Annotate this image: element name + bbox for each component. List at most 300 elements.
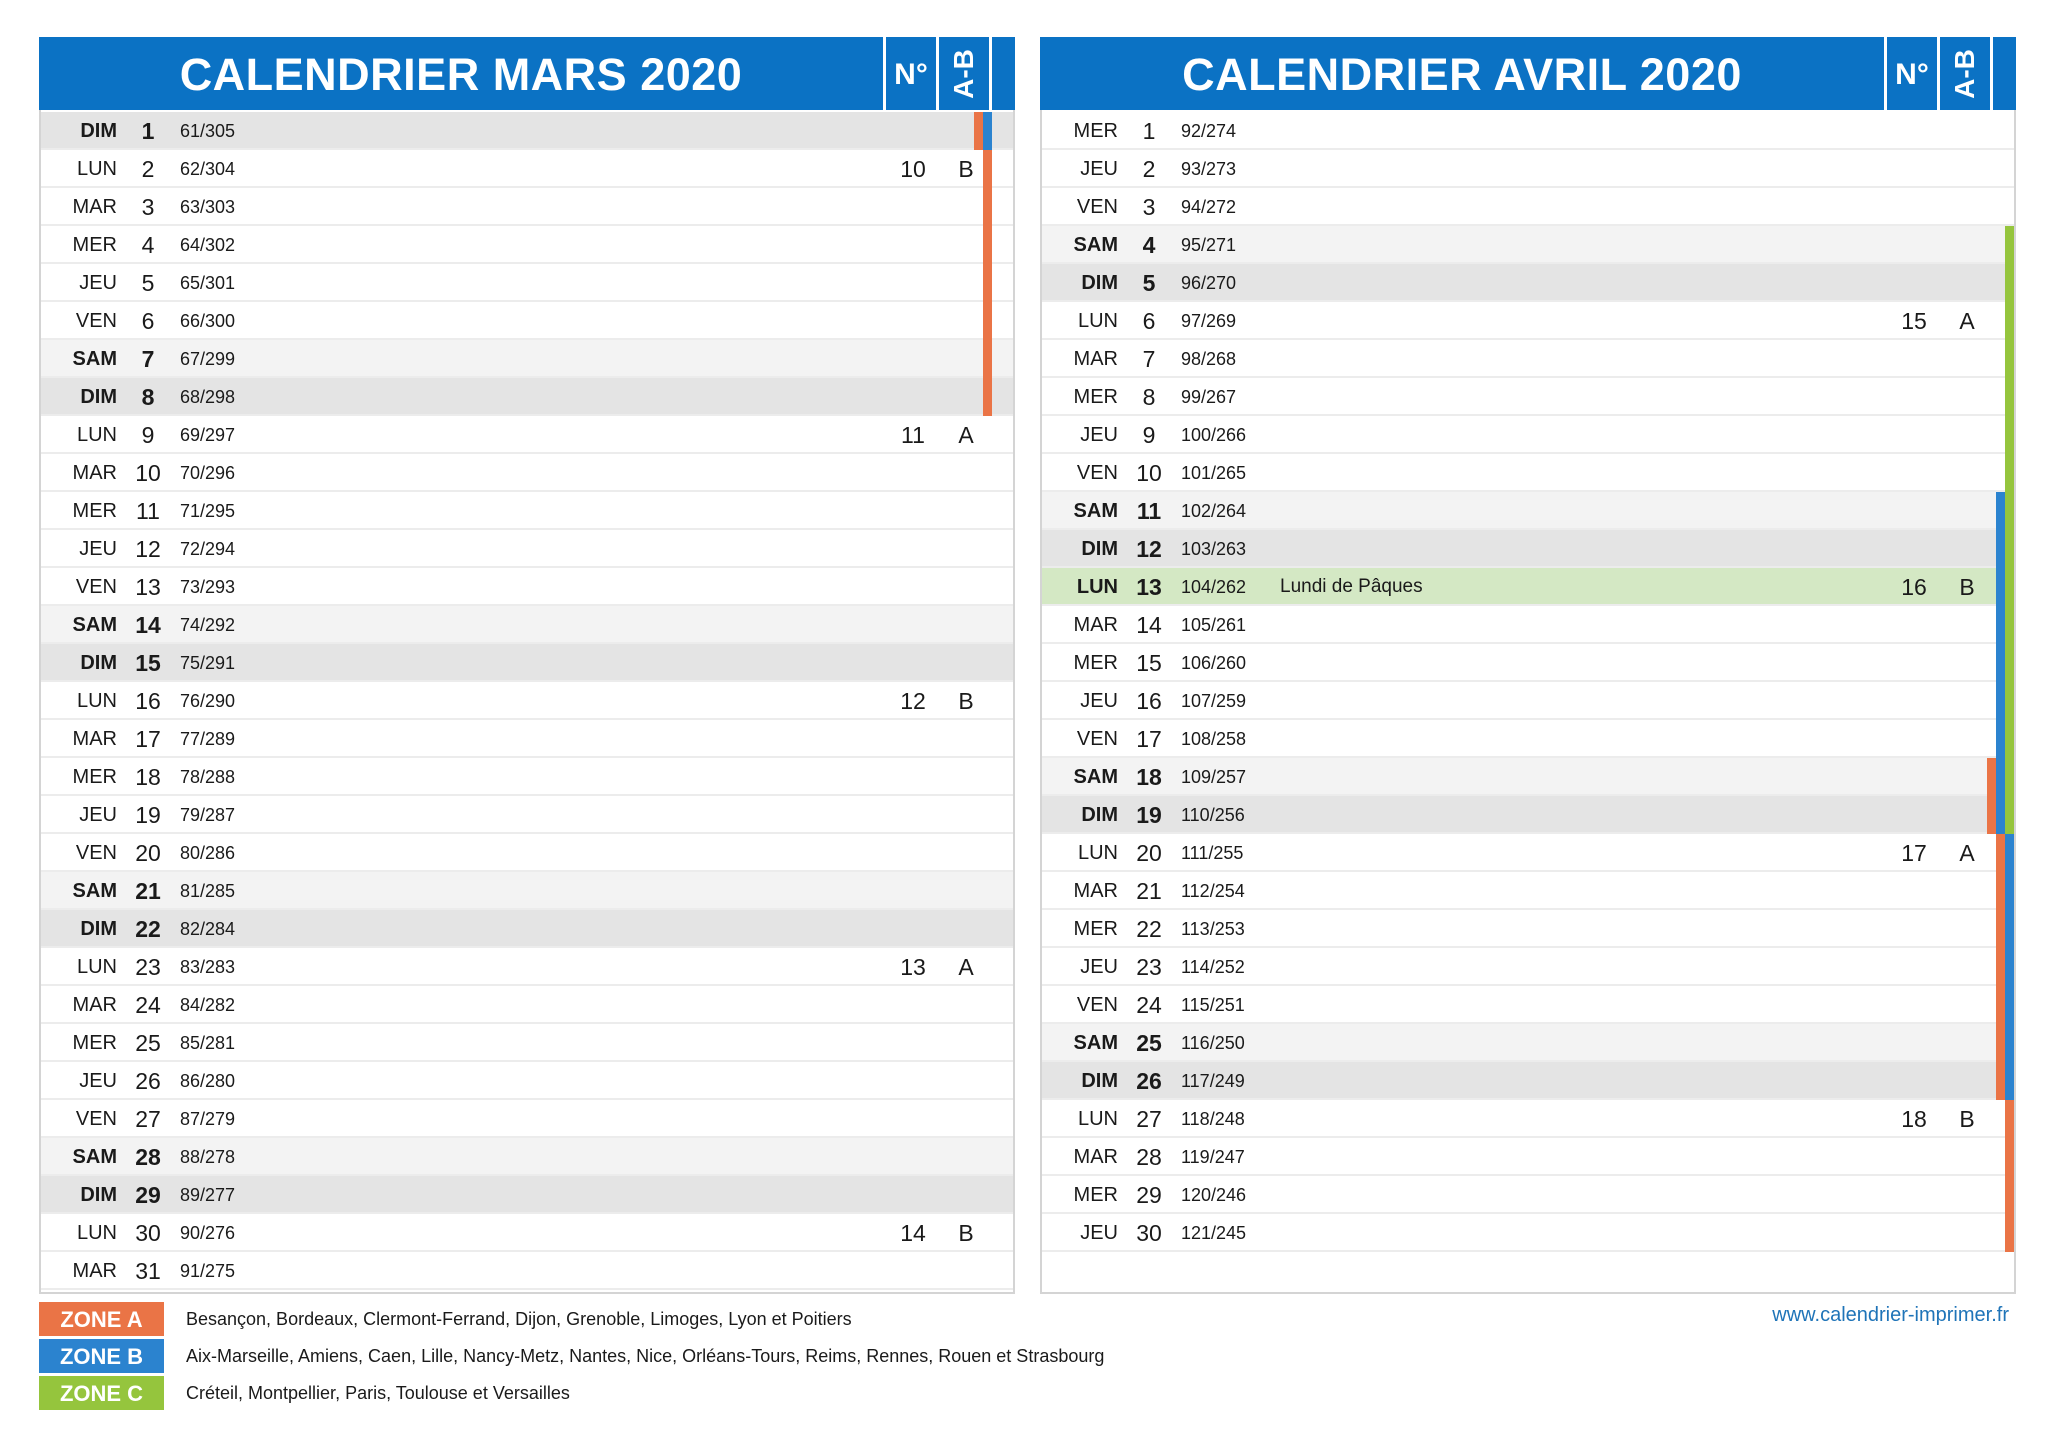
weekday-label: MAR bbox=[72, 196, 117, 218]
day-number: 25 bbox=[135, 1030, 161, 1056]
ab-week-header: A-B bbox=[948, 48, 979, 99]
day-row bbox=[1042, 606, 2014, 644]
day-row bbox=[1042, 302, 2014, 340]
day-number: 21 bbox=[135, 878, 161, 904]
day-number: 22 bbox=[1136, 916, 1162, 942]
zone-a-holiday-bar bbox=[1996, 1062, 2005, 1100]
zone-c-holiday-bar bbox=[2005, 682, 2014, 720]
zone-b-holiday-bar bbox=[2005, 1024, 2014, 1062]
day-of-year: 69/297 bbox=[180, 425, 236, 445]
day-of-year: 111/255 bbox=[1181, 843, 1244, 863]
zone-c-holiday-bar bbox=[2005, 340, 2014, 378]
weekday-label: VEN bbox=[1076, 728, 1118, 750]
day-number: 8 bbox=[141, 384, 155, 410]
day-of-year: 82/284 bbox=[180, 919, 236, 939]
zone-b-badge: ZONE B bbox=[39, 1339, 164, 1373]
weekday-label: JEU bbox=[1080, 956, 1118, 978]
event-label: Lundi de Pâques bbox=[1280, 576, 1423, 597]
weekday-label: VEN bbox=[75, 1108, 117, 1130]
zone-c-cities: Créteil, Montpellier, Paris, Toulouse et Versailles bbox=[186, 1383, 570, 1403]
weekday-label: SAM bbox=[72, 348, 117, 370]
day-of-year: 100/266 bbox=[1181, 425, 1247, 445]
day-row bbox=[41, 682, 1013, 720]
weekday-label: MAR bbox=[1073, 348, 1118, 370]
day-row bbox=[41, 834, 1013, 872]
weekday-label: DIM bbox=[80, 918, 117, 940]
day-number: 10 bbox=[1136, 460, 1162, 486]
day-row bbox=[1042, 948, 2014, 986]
day-number: 5 bbox=[1142, 270, 1156, 296]
weekday-label: DIM bbox=[80, 1184, 117, 1206]
day-number: 9 bbox=[1142, 422, 1156, 448]
weekday-label: SAM bbox=[72, 1146, 117, 1168]
day-of-year: 120/246 bbox=[1181, 1185, 1247, 1205]
day-of-year: 118/248 bbox=[1181, 1109, 1245, 1129]
day-row bbox=[41, 226, 1013, 264]
day-number: 29 bbox=[1136, 1182, 1162, 1208]
day-of-year: 102/264 bbox=[1181, 501, 1247, 521]
day-row bbox=[1042, 1214, 2014, 1252]
day-of-year: 61/305 bbox=[180, 121, 236, 141]
weekday-label: MER bbox=[72, 234, 117, 256]
weekday-label: SAM bbox=[72, 614, 117, 636]
zone-a-holiday-bar bbox=[1996, 872, 2005, 910]
day-of-year: 115/251 bbox=[1181, 995, 1245, 1015]
ab-week-value: B bbox=[958, 1220, 974, 1246]
day-row bbox=[1042, 644, 2014, 682]
day-of-year: 90/276 bbox=[180, 1223, 236, 1243]
day-number: 29 bbox=[135, 1182, 161, 1208]
day-row bbox=[1042, 378, 2014, 416]
day-number: 2 bbox=[141, 156, 155, 182]
day-row bbox=[41, 1214, 1013, 1252]
zone-a-holiday-bar bbox=[983, 302, 992, 340]
day-number: 24 bbox=[135, 992, 161, 1018]
day-number: 1 bbox=[141, 118, 155, 144]
day-of-year: 87/279 bbox=[180, 1109, 236, 1129]
week-number: 11 bbox=[901, 422, 925, 448]
zone-b-cities: Aix-Marseille, Amiens, Caen, Lille, Nancy-Metz, Nantes, Nice, Orléans-Tours, Reims, Rennes, Rouen et Strasbourg bbox=[186, 1346, 1105, 1366]
weekday-label: VEN bbox=[75, 842, 117, 864]
weekday-label: JEU bbox=[79, 804, 117, 826]
day-number: 10 bbox=[135, 460, 161, 486]
weekday-label: JEU bbox=[1080, 158, 1118, 180]
weekday-label: VEN bbox=[75, 576, 117, 598]
day-of-year: 75/291 bbox=[180, 653, 236, 673]
day-of-year: 81/285 bbox=[180, 881, 236, 901]
calendar-header-april bbox=[1040, 37, 2016, 110]
zone-b-holiday-bar bbox=[1996, 568, 2005, 606]
zone-b-holiday-bar bbox=[2005, 986, 2014, 1024]
day-number: 6 bbox=[141, 308, 155, 334]
day-number: 7 bbox=[141, 346, 155, 372]
day-number: 23 bbox=[1136, 954, 1162, 980]
zone-a-holiday-bar bbox=[983, 150, 992, 188]
day-row bbox=[1042, 986, 2014, 1024]
header-divider bbox=[989, 37, 992, 110]
weekday-label: MAR bbox=[1073, 614, 1118, 636]
day-of-year: 92/274 bbox=[1181, 121, 1237, 141]
week-number: 10 bbox=[900, 156, 926, 182]
zone-a-holiday-bar bbox=[983, 264, 992, 302]
weekday-label: JEU bbox=[79, 538, 117, 560]
day-row bbox=[41, 1024, 1013, 1062]
day-number: 11 bbox=[136, 498, 160, 524]
weekday-label: JEU bbox=[79, 1070, 117, 1092]
zone-a-holiday-bar bbox=[983, 188, 992, 226]
weekday-label: MER bbox=[72, 1032, 117, 1054]
ab-week-value: B bbox=[958, 688, 974, 714]
day-row bbox=[41, 1176, 1013, 1214]
zone-c-holiday-bar bbox=[2005, 606, 2014, 644]
weekday-label: LUN bbox=[76, 1222, 117, 1244]
zone-c-holiday-bar bbox=[2005, 226, 2014, 264]
weekday-label: DIM bbox=[80, 652, 117, 674]
zone-b-holiday-bar bbox=[1996, 606, 2005, 644]
day-row bbox=[41, 948, 1013, 986]
zone-a-holiday-bar bbox=[2005, 1138, 2014, 1176]
weekday-label: MER bbox=[1073, 386, 1118, 408]
day-of-year: 105/261 bbox=[1181, 615, 1247, 635]
day-row bbox=[1042, 1062, 2014, 1100]
zone-b-holiday-bar bbox=[1996, 492, 2005, 530]
day-number: 16 bbox=[135, 688, 161, 714]
day-of-year: 93/273 bbox=[1181, 159, 1237, 179]
zone-a-holiday-bar bbox=[983, 340, 992, 378]
day-row bbox=[41, 1062, 1013, 1100]
day-number: 3 bbox=[141, 194, 155, 220]
weekday-label: JEU bbox=[79, 272, 117, 294]
zone-c-holiday-bar bbox=[2005, 416, 2014, 454]
day-number: 7 bbox=[1142, 346, 1156, 372]
day-number: 16 bbox=[1136, 688, 1162, 714]
weekday-label: MER bbox=[72, 500, 117, 522]
day-of-year: 89/277 bbox=[180, 1185, 236, 1205]
day-of-year: 101/265 bbox=[1181, 463, 1247, 483]
day-row bbox=[1042, 454, 2014, 492]
day-row bbox=[1042, 720, 2014, 758]
day-row bbox=[1042, 1176, 2014, 1214]
zone-a-holiday-bar bbox=[983, 226, 992, 264]
day-row bbox=[41, 492, 1013, 530]
day-of-year: 84/282 bbox=[180, 995, 236, 1015]
weekday-label: VEN bbox=[1076, 994, 1118, 1016]
zone-a-holiday-bar bbox=[1987, 758, 1996, 796]
weekday-label: LUN bbox=[1077, 1108, 1118, 1130]
weekday-label: LUN bbox=[76, 158, 117, 180]
website-link[interactable]: www.calendrier-imprimer.fr bbox=[1772, 1304, 2009, 1326]
zone-c-holiday-bar bbox=[2005, 568, 2014, 606]
zone-a-holiday-bar bbox=[1996, 986, 2005, 1024]
day-of-year: 85/281 bbox=[180, 1033, 236, 1053]
day-of-year: 86/280 bbox=[180, 1071, 236, 1091]
day-number: 25 bbox=[1136, 1030, 1162, 1056]
day-number: 28 bbox=[135, 1144, 161, 1170]
weekday-label: DIM bbox=[1081, 804, 1118, 826]
weekday-label: MAR bbox=[72, 728, 117, 750]
weekday-label: SAM bbox=[1073, 1032, 1118, 1054]
day-number: 21 bbox=[1136, 878, 1162, 904]
day-number: 15 bbox=[1136, 650, 1162, 676]
day-row bbox=[1042, 834, 2014, 872]
zone-c-holiday-bar bbox=[2005, 644, 2014, 682]
day-of-year: 96/270 bbox=[1181, 273, 1237, 293]
ab-week-value: B bbox=[1959, 574, 1975, 600]
weekday-label: DIM bbox=[1081, 1070, 1118, 1092]
day-of-year: 113/253 bbox=[1181, 919, 1245, 939]
weekday-label: LUN bbox=[1076, 576, 1118, 598]
day-number: 28 bbox=[1136, 1144, 1162, 1170]
zone-c-holiday-bar bbox=[2005, 454, 2014, 492]
day-row bbox=[41, 188, 1013, 226]
weekday-label: JEU bbox=[1080, 690, 1118, 712]
day-row bbox=[41, 112, 1013, 150]
day-row bbox=[41, 606, 1013, 644]
day-row bbox=[1042, 682, 2014, 720]
zone-b-holiday-bar bbox=[1996, 530, 2005, 568]
zone-c-holiday-bar bbox=[2005, 530, 2014, 568]
day-number: 17 bbox=[135, 726, 161, 752]
day-row bbox=[1042, 568, 2014, 606]
week-number: 17 bbox=[1901, 840, 1927, 866]
weekday-label: SAM bbox=[1073, 500, 1118, 522]
day-of-year: 121/245 bbox=[1181, 1223, 1247, 1243]
week-number: 12 bbox=[900, 688, 926, 714]
week-number: 16 bbox=[1901, 574, 1927, 600]
weekday-label: SAM bbox=[1073, 234, 1118, 256]
day-number: 31 bbox=[135, 1258, 161, 1284]
day-of-year: 62/304 bbox=[180, 159, 236, 179]
day-number: 6 bbox=[1142, 308, 1156, 334]
day-number: 30 bbox=[135, 1220, 161, 1246]
zone-a-cities: Besançon, Bordeaux, Clermont-Ferrand, Dijon, Grenoble, Limoges, Lyon et Poitiers bbox=[186, 1309, 852, 1329]
day-of-year: 108/258 bbox=[1181, 729, 1247, 749]
day-row bbox=[1042, 1024, 2014, 1062]
day-of-year: 103/263 bbox=[1181, 539, 1247, 559]
day-row bbox=[41, 1100, 1013, 1138]
day-number: 4 bbox=[141, 232, 155, 258]
ab-week-value: B bbox=[1959, 1106, 1975, 1132]
day-number: 19 bbox=[135, 802, 161, 828]
day-number: 9 bbox=[141, 422, 155, 448]
calendar-title-march: CALENDRIER MARS 2020 bbox=[179, 49, 743, 100]
day-row bbox=[41, 1138, 1013, 1176]
zone-c-holiday-bar bbox=[2005, 720, 2014, 758]
day-row bbox=[41, 568, 1013, 606]
day-number: 3 bbox=[1142, 194, 1156, 220]
day-number: 17 bbox=[1136, 726, 1162, 752]
day-of-year: 119/247 bbox=[1181, 1147, 1245, 1167]
zone-b-holiday-bar bbox=[2005, 872, 2014, 910]
day-of-year: 71/295 bbox=[180, 501, 236, 521]
weekday-label: VEN bbox=[1076, 196, 1118, 218]
day-of-year: 109/257 bbox=[1181, 767, 1247, 787]
day-number: 22 bbox=[135, 916, 161, 942]
day-row bbox=[41, 302, 1013, 340]
weekday-label: JEU bbox=[1080, 424, 1118, 446]
day-number: 18 bbox=[1136, 764, 1162, 790]
day-of-year: 104/262 bbox=[1181, 577, 1247, 597]
calendar-header-march bbox=[39, 37, 1015, 110]
weekday-label: SAM bbox=[1073, 766, 1118, 788]
day-number: 12 bbox=[1136, 536, 1162, 562]
day-number: 20 bbox=[135, 840, 161, 866]
day-of-year: 106/260 bbox=[1181, 653, 1247, 673]
day-row bbox=[41, 454, 1013, 492]
zone-b-holiday-bar bbox=[2005, 834, 2014, 872]
zone-c-holiday-bar bbox=[2005, 302, 2014, 340]
day-row bbox=[1042, 1138, 2014, 1176]
day-row bbox=[41, 340, 1013, 378]
weekday-label: MAR bbox=[72, 994, 117, 1016]
day-number: 15 bbox=[135, 650, 161, 676]
day-row bbox=[41, 910, 1013, 948]
day-row bbox=[41, 1252, 1013, 1290]
day-of-year: 64/302 bbox=[180, 235, 236, 255]
day-row bbox=[1042, 1100, 2014, 1138]
week-number: 18 bbox=[1901, 1106, 1927, 1132]
day-of-year: 77/289 bbox=[180, 729, 236, 749]
day-row bbox=[41, 416, 1013, 454]
day-row bbox=[1042, 340, 2014, 378]
zone-a-holiday-bar bbox=[1996, 910, 2005, 948]
day-of-year: 83/283 bbox=[180, 957, 236, 977]
weekday-label: DIM bbox=[1081, 538, 1118, 560]
day-of-year: 94/272 bbox=[1181, 197, 1237, 217]
weekday-label: LUN bbox=[76, 690, 117, 712]
day-of-year: 68/298 bbox=[180, 387, 236, 407]
weekday-label: MER bbox=[72, 766, 117, 788]
day-row bbox=[1042, 910, 2014, 948]
day-number: 11 bbox=[1136, 498, 1162, 524]
day-row bbox=[41, 720, 1013, 758]
day-of-year: 97/269 bbox=[1181, 311, 1237, 331]
day-row bbox=[1042, 758, 2014, 796]
zone-b-holiday-bar bbox=[2005, 948, 2014, 986]
day-row bbox=[41, 872, 1013, 910]
day-number: 26 bbox=[1136, 1068, 1162, 1094]
day-number: 24 bbox=[1136, 992, 1162, 1018]
calendar-april bbox=[1040, 37, 2016, 1294]
day-row bbox=[1042, 112, 2014, 150]
weekday-label: VEN bbox=[1076, 462, 1118, 484]
zone-b-holiday-bar bbox=[1996, 644, 2005, 682]
day-row bbox=[41, 378, 1013, 416]
weekday-label: MER bbox=[1073, 1184, 1118, 1206]
day-row bbox=[41, 150, 1013, 188]
weekday-label: MER bbox=[1073, 120, 1118, 142]
zone-a-holiday-bar bbox=[1987, 796, 1996, 834]
week-number-header: N° bbox=[894, 58, 928, 91]
day-row bbox=[1042, 150, 2014, 188]
day-of-year: 80/286 bbox=[180, 843, 236, 863]
day-row bbox=[41, 264, 1013, 302]
day-of-year: 65/301 bbox=[180, 273, 236, 293]
weekday-label: JEU bbox=[1080, 1222, 1118, 1244]
day-of-year: 66/300 bbox=[180, 311, 236, 331]
zone-a-holiday-bar bbox=[974, 112, 983, 150]
zone-a-holiday-bar bbox=[1996, 948, 2005, 986]
day-number: 23 bbox=[135, 954, 161, 980]
zone-c-holiday-bar bbox=[2005, 796, 2014, 834]
zone-b-holiday-bar bbox=[2005, 910, 2014, 948]
calendar-title-april: CALENDRIER AVRIL 2020 bbox=[1182, 49, 1742, 100]
day-of-year: 95/271 bbox=[1181, 235, 1237, 255]
day-row bbox=[1042, 416, 2014, 454]
day-row bbox=[1042, 530, 2014, 568]
zone-b-holiday-bar bbox=[1996, 796, 2005, 834]
zone-a-holiday-bar bbox=[2005, 1176, 2014, 1214]
day-number: 30 bbox=[1136, 1220, 1162, 1246]
weekday-label: MER bbox=[1073, 652, 1118, 674]
week-number: 15 bbox=[1901, 308, 1927, 334]
day-of-year: 74/292 bbox=[180, 615, 236, 635]
day-of-year: 98/268 bbox=[1181, 349, 1237, 369]
day-number: 12 bbox=[135, 536, 161, 562]
day-row bbox=[41, 530, 1013, 568]
day-of-year: 70/296 bbox=[180, 463, 236, 483]
day-number: 14 bbox=[1136, 612, 1162, 638]
ab-week-value: A bbox=[958, 422, 974, 448]
day-of-year: 116/250 bbox=[1181, 1033, 1245, 1053]
zone-b-holiday-bar bbox=[983, 112, 992, 150]
day-number: 2 bbox=[1142, 156, 1156, 182]
zone-a-holiday-bar bbox=[1996, 834, 2005, 872]
day-number: 5 bbox=[141, 270, 155, 296]
zone-a-holiday-bar bbox=[1996, 1024, 2005, 1062]
header-divider bbox=[1990, 37, 1993, 110]
weekday-label: VEN bbox=[75, 310, 117, 332]
day-row bbox=[41, 644, 1013, 682]
day-number: 27 bbox=[135, 1106, 161, 1132]
day-of-year: 78/288 bbox=[180, 767, 236, 787]
weekday-label: MAR bbox=[72, 462, 117, 484]
day-of-year: 88/278 bbox=[180, 1147, 236, 1167]
weekday-label: MER bbox=[1073, 918, 1118, 940]
day-of-year: 67/299 bbox=[180, 349, 236, 369]
day-number: 26 bbox=[135, 1068, 161, 1094]
day-number: 13 bbox=[135, 574, 161, 600]
zone-a-holiday-bar bbox=[983, 378, 992, 416]
day-of-year: 99/267 bbox=[1181, 387, 1237, 407]
day-row bbox=[41, 796, 1013, 834]
week-number-header: N° bbox=[1895, 58, 1929, 91]
zone-a-holiday-bar bbox=[2005, 1214, 2014, 1252]
day-row bbox=[1042, 226, 2014, 264]
day-of-year: 117/249 bbox=[1181, 1071, 1245, 1091]
week-number: 14 bbox=[900, 1220, 926, 1246]
weekday-label: MAR bbox=[1073, 880, 1118, 902]
day-row bbox=[1042, 188, 2014, 226]
day-of-year: 76/290 bbox=[180, 691, 236, 711]
day-of-year: 73/293 bbox=[180, 577, 236, 597]
zone-a-holiday-bar bbox=[2005, 1100, 2014, 1138]
day-of-year: 91/275 bbox=[180, 1261, 236, 1281]
day-row bbox=[1042, 264, 2014, 302]
zone-c-badge: ZONE C bbox=[39, 1376, 164, 1410]
day-of-year: 107/259 bbox=[1181, 691, 1247, 711]
day-number: 20 bbox=[1136, 840, 1162, 866]
zone-c-holiday-bar bbox=[2005, 492, 2014, 530]
day-number: 13 bbox=[1136, 574, 1162, 600]
ab-week-value: A bbox=[1959, 840, 1975, 866]
day-number: 14 bbox=[135, 612, 161, 638]
day-of-year: 72/294 bbox=[180, 539, 236, 559]
zone-c-holiday-bar bbox=[2005, 378, 2014, 416]
weekday-label: DIM bbox=[80, 386, 117, 408]
weekday-label: LUN bbox=[76, 424, 117, 446]
zone-b-holiday-bar bbox=[1996, 720, 2005, 758]
